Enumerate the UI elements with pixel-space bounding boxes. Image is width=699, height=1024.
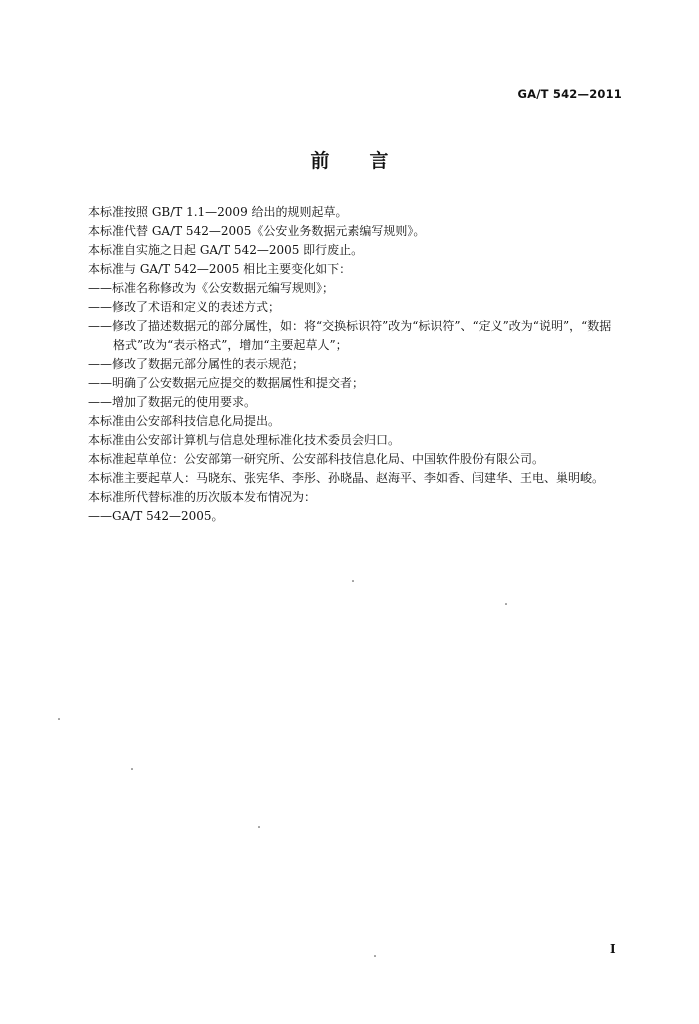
- list-item: ——修改了描述数据元的部分属性，如：将“交换标识符”改为“标识符”、“定义”改为“说明”，“数据: [88, 319, 612, 333]
- page-number: I: [610, 942, 616, 956]
- scan-speck: [374, 955, 376, 957]
- list-item: ——增加了数据元的使用要求。: [88, 395, 257, 409]
- scan-speck: [58, 718, 60, 720]
- list-item: ——GA/T 542—2005。: [88, 509, 224, 523]
- list-item: ——明确了公安数据元应提交的数据属性和提交者；: [88, 376, 365, 390]
- list-item-continuation: 格式”改为“表示格式”，增加“主要起草人”；: [113, 338, 348, 352]
- scan-speck: [505, 603, 507, 605]
- paragraph-committee: 本标准由公安部计算机与信息处理标准化技术委员会归口。: [88, 433, 401, 447]
- paragraph-drafters: 本标准主要起草人：马晓东、张宪华、李彤、孙晓晶、赵海平、李如香、闫建华、王电、巢明峻。: [88, 471, 605, 485]
- paragraph-drafting-units: 本标准起草单位：公安部第一研究所、公安部科技信息化局、中国软件股份有限公司。: [88, 452, 545, 466]
- paragraph-history-intro: 本标准所代替标准的历次版本发布情况为：: [88, 490, 317, 504]
- page-title: 前言: [310, 150, 429, 172]
- scan-speck: [131, 768, 133, 770]
- list-item: ——修改了术语和定义的表述方式；: [88, 300, 281, 314]
- list-item: ——修改了数据元部分属性的表示规范；: [88, 357, 305, 371]
- document-code: GA/T 542—2011: [517, 87, 622, 101]
- foreword-body: [88, 203, 628, 526]
- list-item: ——标准名称修改为《公安数据元编写规则》；: [88, 281, 335, 295]
- paragraph-proposer: 本标准由公安部科技信息化局提出。: [88, 414, 281, 428]
- paragraph-drafting-rules: 本标准按照 GB/T 1.1—2009 给出的规则起草。: [88, 205, 348, 219]
- scan-speck: [352, 580, 354, 582]
- paragraph-changes-intro: 本标准与 GA/T 542—2005 相比主要变化如下：: [88, 262, 352, 276]
- paragraph-replaces: 本标准代替 GA/T 542—2005《公安业务数据元素编写规则》。: [88, 224, 426, 238]
- paragraph-abolished: 本标准自实施之日起 GA/T 542—2005 即行废止。: [88, 243, 364, 257]
- scan-speck: [258, 826, 260, 828]
